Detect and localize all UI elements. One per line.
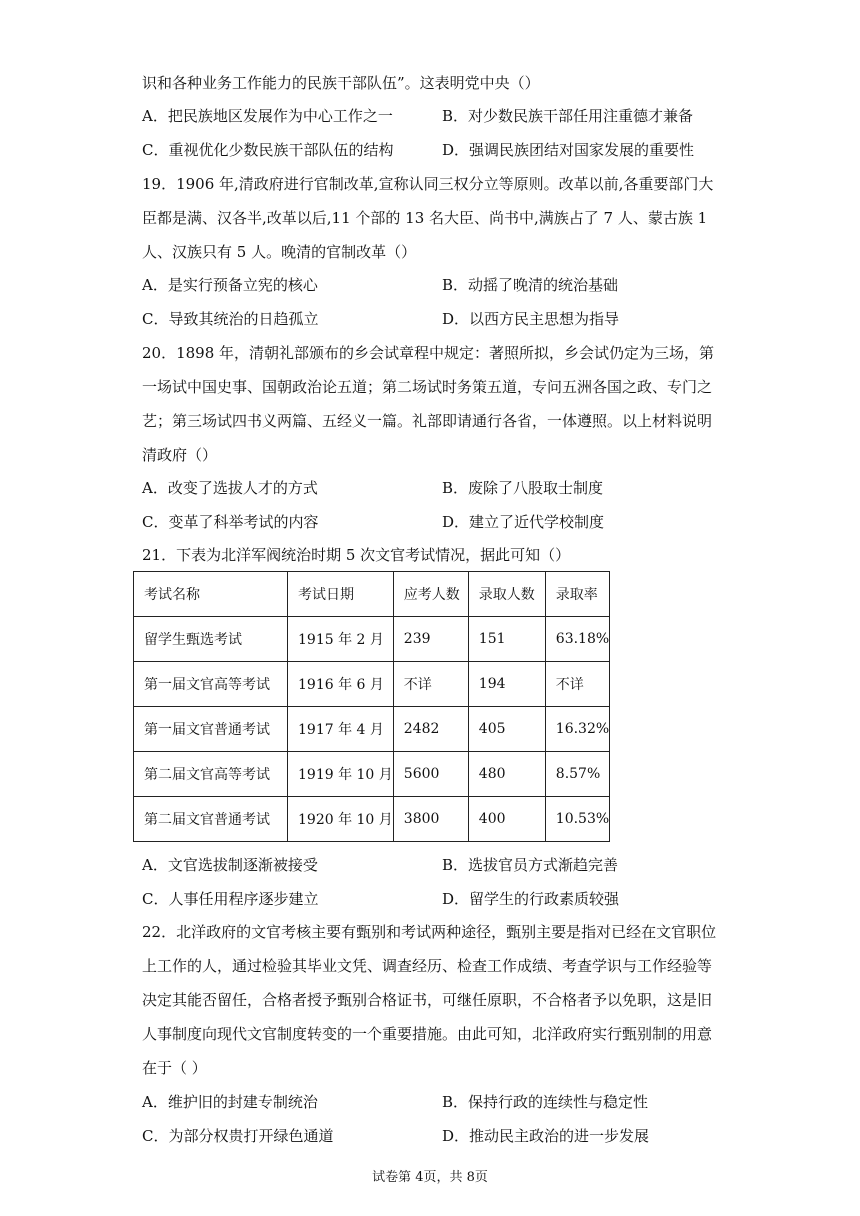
q19-stem-line: 19．1906 年,清政府进行官制改革,宣称认同三权分立等原则。改革以前,各重要部门大	[142, 175, 714, 193]
q19-option-c[interactable]: C．导致其统治的日趋孤立	[142, 310, 319, 328]
table-cell: 1915 年 2 月	[288, 617, 394, 662]
q19-option-d[interactable]: D．以西方民主思想为指导	[442, 310, 620, 328]
q22-stem-line: 人事制度向现代文官制度转变的一个重要措施。由此可知，北洋政府实行甄别制的用意	[142, 1025, 713, 1043]
table-header-cell: 录取率	[545, 572, 609, 617]
q18-stem-tail: 识和各种业务工作能力的民族干部队伍”。这表明党中央（）	[142, 74, 540, 92]
table-cell: 第二届文官普通考试	[134, 797, 288, 842]
table-cell: 10.53%	[545, 797, 609, 842]
table-row	[134, 797, 610, 842]
table-cell: 1916 年 6 月	[288, 662, 394, 707]
q22-stem-line: 决定其能否留任，合格者授予甄别合格证书，可继任原职，不合格者予以免职，这是旧	[142, 991, 713, 1009]
table-header-cell: 应考人数	[393, 572, 468, 617]
q21-option-c[interactable]: C．人事任用程序逐步建立	[142, 890, 319, 908]
q22-option-a[interactable]: A．维护旧的封建专制统治	[142, 1093, 318, 1111]
table-cell: 第一届文官高等考试	[134, 662, 288, 707]
table-cell: 16.32%	[545, 707, 609, 752]
q18-option-c[interactable]: C．重视优化少数民族干部队伍的结构	[142, 141, 394, 159]
q22-stem-line: 上工作的人，通过检验其毕业文凭、调查经历、检查工作成绩、考查学识与工作经验等	[142, 957, 713, 975]
table-row	[134, 617, 610, 662]
table-row	[134, 662, 610, 707]
q21-option-d[interactable]: D．留学生的行政素质较强	[442, 890, 620, 908]
page-footer: 试卷第 4页，共 8页	[372, 1170, 488, 1185]
q22-stem-line: 22．北洋政府的文官考核主要有甄别和考试两种途径，甄别主要是指对已经在文官职位	[142, 923, 717, 941]
table-cell: 151	[468, 617, 545, 662]
table-cell: 8.57%	[545, 752, 609, 797]
table-header-cell: 考试日期	[288, 572, 394, 617]
exam-table	[133, 571, 610, 842]
q18-option-d[interactable]: D．强调民族团结对国家发展的重要性	[442, 141, 695, 159]
table-cell: 5600	[393, 752, 468, 797]
q19-option-b[interactable]: B．动摇了晚清的统治基础	[442, 276, 619, 294]
q20-option-d[interactable]: D．建立了近代学校制度	[442, 513, 605, 531]
table-cell: 留学生甄选考试	[134, 617, 288, 662]
q18-option-a[interactable]: A．把民族地区发展作为中心工作之一	[142, 107, 393, 125]
q20-stem-line: 一场试中国史事、国朝政治论五道；第二场试时务策五道，专问五洲各国之政、专门之	[142, 378, 713, 396]
table-cell: 不详	[545, 662, 609, 707]
table-cell: 480	[468, 752, 545, 797]
q20-option-b[interactable]: B．废除了八股取士制度	[442, 479, 604, 497]
table-cell: 3800	[393, 797, 468, 842]
table-cell: 239	[393, 617, 468, 662]
q19-option-a[interactable]: A．是实行预备立宪的核心	[142, 276, 318, 294]
q22-option-d[interactable]: D．推动民主政治的进一步发展	[442, 1127, 650, 1145]
table-cell: 405	[468, 707, 545, 752]
q19-stem-line: 人、汉族只有 5 人。晚清的官制改革（）	[142, 243, 417, 261]
table-cell: 第二届文官高等考试	[134, 752, 288, 797]
q21-stem: 21．下表为北洋军阀统治时期 5 次文官考试情况，据此可知（）	[142, 546, 571, 564]
table-header-row	[134, 572, 610, 617]
q22-stem-line: 在于（ ）	[142, 1059, 207, 1077]
q22-option-c[interactable]: C．为部分权贵打开绿色通道	[142, 1127, 334, 1145]
q20-stem-line: 20．1898 年，清朝礼部颁布的乡会试章程中规定：著照所拟，乡会试仍定为三场，第	[142, 344, 715, 362]
q18-option-b[interactable]: B．对少数民族干部任用注重德才兼备	[442, 107, 694, 125]
table-row	[134, 752, 610, 797]
q20-stem-line: 艺；第三场试四书义两篇、五经义一篇。礼部即请通行各省，一体遵照。以上材料说明	[142, 412, 713, 430]
q22-option-b[interactable]: B．保持行政的连续性与稳定性	[442, 1093, 649, 1111]
table-header-cell: 考试名称	[134, 572, 288, 617]
table-cell: 400	[468, 797, 545, 842]
table-cell: 194	[468, 662, 545, 707]
table-cell: 1917 年 4 月	[288, 707, 394, 752]
q21-option-b[interactable]: B．选拔官员方式渐趋完善	[442, 856, 619, 874]
q20-option-c[interactable]: C．变革了科举考试的内容	[142, 513, 319, 531]
q21-option-a[interactable]: A．文官选拔制逐渐被接受	[142, 856, 318, 874]
table-cell: 不详	[393, 662, 468, 707]
q19-stem-line: 臣都是满、汉各半,改革以后,11 个部的 13 名大臣、尚书中,满族占了 7 人、蒙古族 1	[142, 209, 708, 227]
table-row	[134, 707, 610, 752]
table-header-cell: 录取人数	[468, 572, 545, 617]
table-cell: 1920 年 10 月	[288, 797, 394, 842]
q20-option-a[interactable]: A．改变了选拔人才的方式	[142, 479, 318, 497]
table-cell: 63.18%	[545, 617, 609, 662]
table-cell: 2482	[393, 707, 468, 752]
table-cell: 第一届文官普通考试	[134, 707, 288, 752]
table-cell: 1919 年 10 月	[288, 752, 394, 797]
q20-stem-line: 清政府（）	[142, 446, 218, 464]
